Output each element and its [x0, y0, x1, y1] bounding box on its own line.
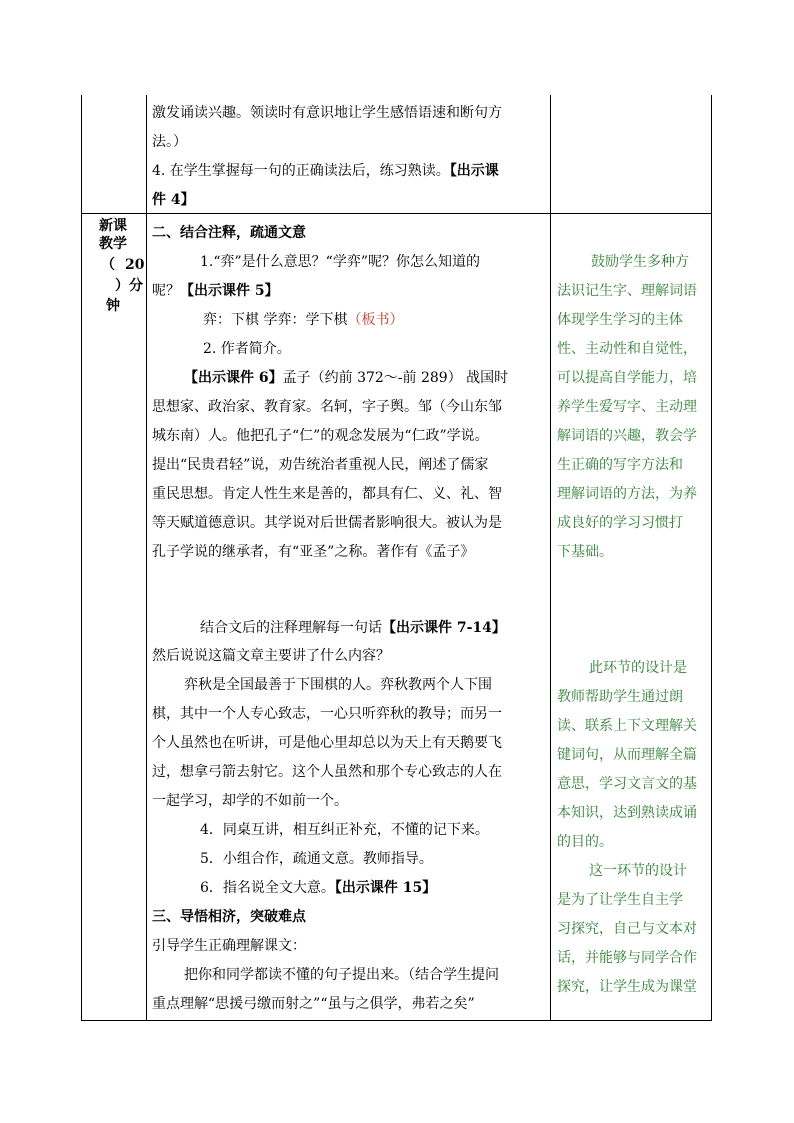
content-line: 5．小组合作，疏通文意。教师指导。 — [200, 851, 433, 867]
table-row-divider — [81, 213, 712, 214]
design-note-line: 意思，学习文言文的基 — [557, 776, 697, 792]
design-note-line: 鼓励学生多种方 — [591, 254, 689, 270]
section-label-line: 教学 — [99, 236, 127, 252]
content-line: 把你和同学都读不懂的句子提出来。（结合学生提问 — [184, 967, 499, 983]
content-line: 等天赋道德意识。其学说对后世儒者影响很大。被认为是 — [152, 515, 502, 531]
table-border-col2 — [550, 95, 551, 1021]
section-label-line: 20 — [125, 257, 145, 273]
content-line: 4．同桌互讲，相互纠正补充，不懂的记下来。 — [200, 822, 489, 838]
section-label-line: 新课 — [99, 218, 127, 234]
design-note-line: 这一环节的设计 — [589, 863, 687, 879]
courseware-ref: 【出示课件 7-14】 — [382, 620, 506, 636]
content-line: 弈：下棋 学弈：学下棋（板书） — [203, 312, 404, 328]
content-line: 【出示课件 6】孟子（约前 372～-前 289） 战国时 — [184, 370, 509, 386]
content-line: 重点理解“思援弓缴而射之”“虽与之俱学，弗若之矣” — [152, 996, 475, 1012]
content-line: 然后说说这篇文章主要讲了什么内容？ — [152, 648, 390, 664]
design-note-line: 教师帮助学生通过朗 — [557, 689, 683, 705]
content-line: 引导学生正确理解课文： — [152, 938, 306, 954]
content-line: 结合文后的注释理解每一句话【出示课件 7-14】 — [200, 620, 506, 636]
content-line: 4. 在学生掌握每一句的正确读法后，练习熟读。【出示课 — [152, 163, 499, 179]
content-line: 一起学习，却学的不如前一个。 — [152, 793, 348, 809]
design-note-line: 理解词语的方法，为养 — [557, 486, 697, 502]
content-line: 提出“民贵君轻”说，劝告统治者重视人民，阐述了儒家 — [152, 457, 489, 473]
design-note-line: 话，并能够与同学合作 — [557, 950, 697, 966]
design-note-line: 体现学生学习的主体 — [557, 312, 683, 328]
board-note: （板书） — [347, 312, 404, 328]
table-border-col1 — [146, 95, 147, 1021]
courseware-ref: 【出示课 — [449, 163, 499, 179]
courseware-ref: 件 4】 — [152, 192, 195, 208]
design-note-line: 的目的。 — [557, 834, 613, 850]
content-line: 呢？【出示课件 5】 — [152, 283, 279, 299]
content-line: 孔子学说的继承者，有“亚圣”之称。著作有《孟子》 — [152, 544, 475, 560]
content-line: 激发诵读兴趣。领读时有意识地让学生感悟语速和断句方 — [152, 105, 502, 121]
design-note-line: 法识记生字、理解词语 — [557, 283, 697, 299]
design-note-line: 下基础。 — [557, 544, 613, 560]
content-line: 2. 作者简介。 — [203, 341, 291, 357]
content-line: 棋，其中一个人专心致志，一心只听弈秋的教导；而另一 — [152, 706, 502, 722]
section-heading: 二、结合注释，疏通文意 — [152, 225, 306, 241]
design-note-line: 此环节的设计是 — [589, 660, 687, 676]
section-heading: 三、导悟相济，突破难点 — [152, 909, 306, 925]
design-note-line: 本知识，达到熟读成诵 — [557, 805, 697, 821]
lesson-plan-table — [81, 95, 712, 1021]
content-line: 思想家、政治家、教育家。名轲，字子舆。邹（今山东邹 — [152, 399, 502, 415]
design-note-line: 可以提高自学能力，培 — [557, 370, 697, 386]
design-note-line: 键词句，从而理解全篇 — [557, 747, 697, 763]
content-line: 个人虽然也在听讲，可是他心里却总以为天上有天鹅要飞 — [152, 735, 502, 751]
design-note-line: 读、联系上下文理解关 — [557, 718, 697, 734]
courseware-ref: 【出示课件 6】 — [184, 370, 283, 386]
content-line: 城东南）人。他把孔子“仁”的观念发展为“仁政”学说。 — [152, 428, 489, 444]
design-note-line: 习探究，自己与文本对 — [557, 921, 697, 937]
content-line: 1.“弈”是什么意思？“学弈”呢？你怎么知道的 — [200, 254, 480, 270]
courseware-ref: 【出示课件 5】 — [180, 283, 279, 299]
table-border-bottom — [81, 1020, 712, 1021]
design-note-line: 成良好的学习习惯打 — [557, 515, 683, 531]
section-label-line: （ — [101, 257, 115, 273]
content-line: 重民思想。肯定人性生来是善的，都具有仁、义、礼、智 — [152, 486, 502, 502]
content-line: 弈秋是全国最善于下围棋的人。弈秋教两个人下围 — [184, 677, 492, 693]
content-line: 过，想拿弓箭去射它。这个人虽然和那个专心致志的人在 — [152, 764, 502, 780]
courseware-ref: 【出示课件 15】 — [334, 880, 437, 896]
design-note-line: 探究，让学生成为课堂 — [557, 979, 697, 995]
content-line: 法。） — [152, 134, 187, 150]
section-label-line: ）分 — [115, 278, 143, 294]
table-border-left — [81, 95, 82, 1021]
section-label-line: 钟 — [106, 298, 120, 314]
design-note-line: 解词语的兴趣，教会学 — [557, 428, 697, 444]
design-note-line: 养学生爱写字、主动理 — [557, 399, 697, 415]
table-border-right — [711, 95, 712, 1021]
design-note-line: 是为了让学生自主学 — [557, 892, 683, 908]
design-note-line: 生正确的写字方法和 — [557, 457, 683, 473]
content-line: 6．指名说全文大意。【出示课件 15】 — [200, 880, 437, 896]
design-note-line: 性、主动性和自觉性， — [557, 341, 697, 357]
